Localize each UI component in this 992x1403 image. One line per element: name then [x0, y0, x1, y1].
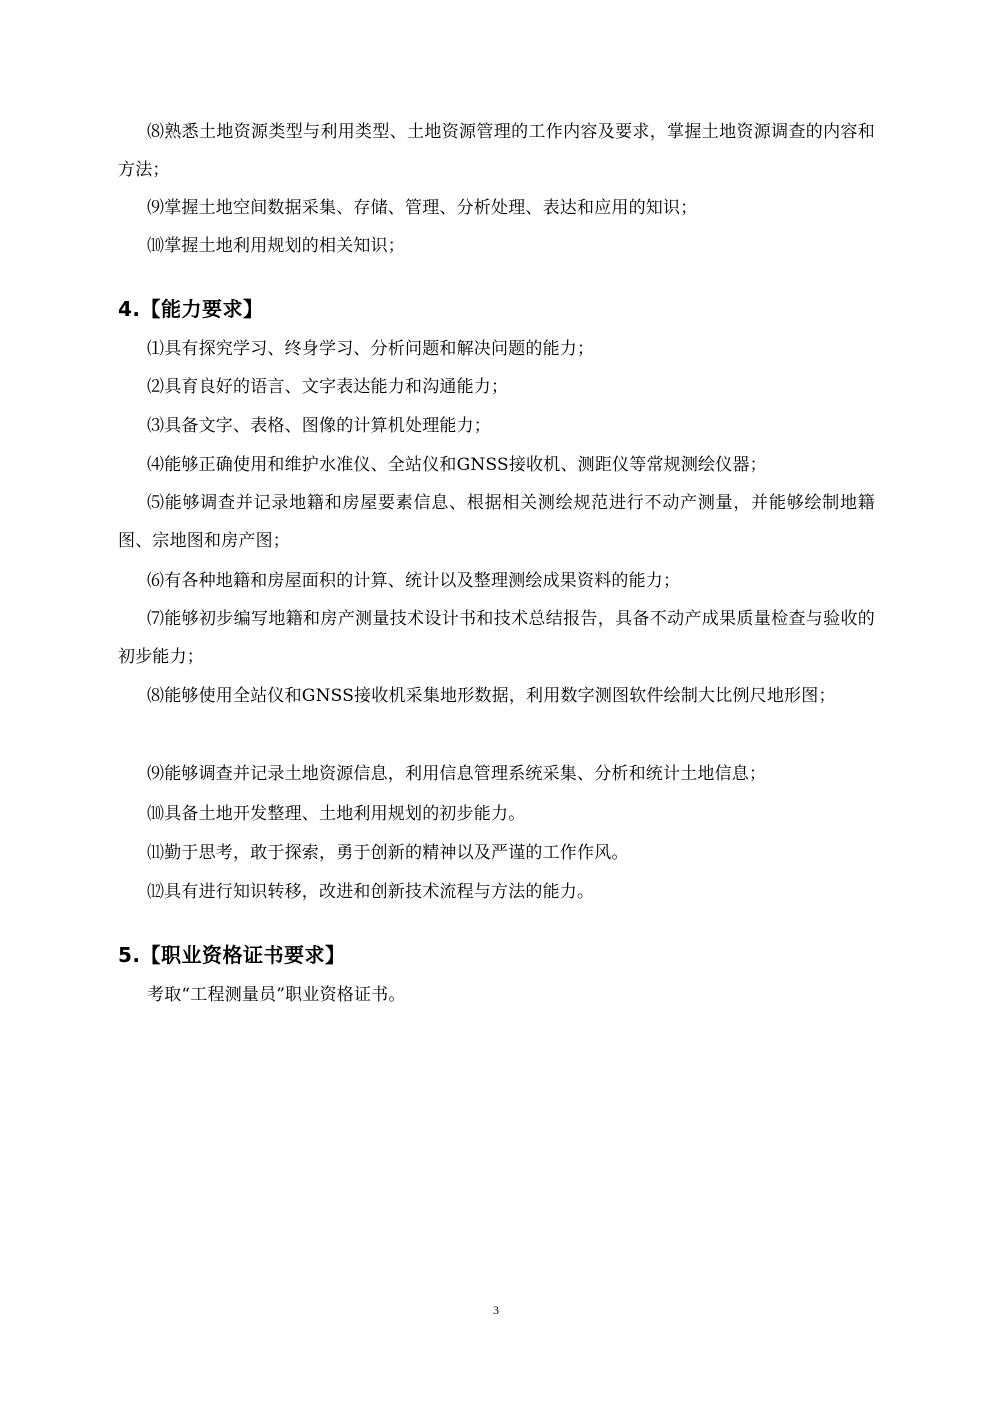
section-heading-ability: 4.【能力要求】 [118, 297, 264, 321]
certificate-item-1: 考取“工程测量员”职业资格证书。 [147, 985, 406, 1005]
ability-item-6: ⑹有各种地籍和房屋面积的计算、统计以及整理测绘成果资料的能力； [147, 571, 681, 591]
ability-item-8: ⑻能够使用全站仪和GNSS接收机采集地形数据，利用数字测图软件绘制大比例尺地形图； [147, 686, 836, 706]
ability-item-7: ⑺能够初步编写地籍和房产测量技术设计书和技术总结报告，具备不动产成果质量检查与验收的初步能力； [118, 609, 875, 667]
ability-item-5: ⑸能够调查并记录地籍和房屋要素信息、根据相关测绘规范进行不动产测量，并能够绘制地籍图、宗地图和房产图； [118, 493, 875, 551]
ability-item-2: ⑵具育良好的语言、文字表达能力和沟通能力； [147, 377, 509, 397]
ability-item-10: ⑽具备土地开发整理、土地利用规划的初步能力。 [147, 804, 526, 824]
section-heading-certificate: 5.【职业资格证书要求】 [118, 943, 346, 967]
ability-item-12: ⑿具有进行知识转移，改进和创新技术流程与方法的能力。 [147, 882, 595, 902]
knowledge-item-8: ⑻熟悉土地资源类型与利用类型、土地资源管理的工作内容及要求，掌握土地资源调查的内容和方法； [118, 122, 875, 180]
ability-item-3: ⑶具备文字、表格、图像的计算机处理能力； [147, 416, 491, 436]
ability-item-4: ⑷能够正确使用和维护水准仪、全站仪和GNSS接收机、测距仪等常规测绘仪器； [147, 455, 767, 475]
knowledge-item-9: ⑼掌握土地空间数据采集、存储、管理、分析处理、表达和应用的知识； [147, 198, 698, 218]
page-number: 3 [493, 1303, 499, 1317]
knowledge-item-10: ⑽掌握土地利用规划的相关知识； [147, 236, 405, 256]
ability-item-11: ⑾勤于思考，敢于探索，勇于创新的精神以及严谨的工作作风。 [147, 843, 629, 863]
ability-item-9: ⑼能够调查并记录土地资源信息，利用信息管理系统采集、分析和统计土地信息； [147, 764, 767, 784]
ability-item-1: ⑴具有探究学习、终身学习、分析问题和解决问题的能力； [147, 339, 595, 359]
